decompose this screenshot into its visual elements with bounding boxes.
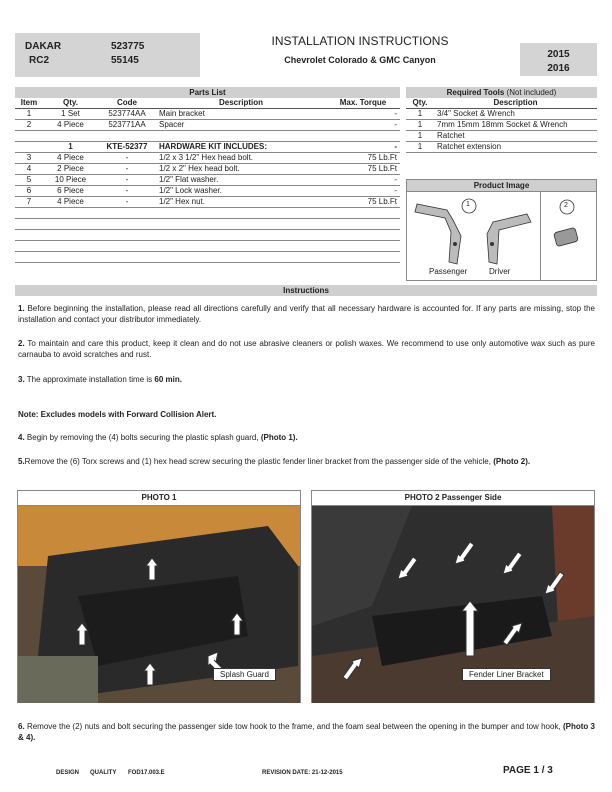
step-3-num: 3. [18, 375, 25, 384]
tools-row [406, 120, 597, 131]
parts-cell-item: 1 [15, 109, 43, 120]
parts-list-table [15, 87, 400, 263]
parts-row [15, 241, 400, 252]
instructions-title: Instructions [15, 285, 597, 296]
parts-cell-item [15, 208, 43, 219]
parts-cell-item: 5 [15, 175, 43, 186]
parts-list-title: Parts List [15, 87, 400, 98]
parts-cell-description: 1/2 x 3 1/2" Hex head bolt. [156, 153, 326, 164]
parts-cell-item [15, 252, 43, 263]
footer-design: DESIGN [56, 770, 80, 776]
tools-title-note: (Not included) [506, 87, 557, 97]
tools-cell-description: 7mm 15mm 18mm Socket & Wrench [434, 120, 597, 131]
parts-cell-description [156, 208, 326, 219]
parts-cell-qty: 2 Piece [43, 164, 98, 175]
step-6-num: 6. [18, 722, 25, 731]
parts-cell-qty [43, 252, 98, 263]
photo-2-caption: PHOTO 2 Passenger Side [312, 491, 594, 506]
product-number-1: 1 [466, 201, 470, 208]
parts-cell-description: 1/2" Lock washer. [156, 186, 326, 197]
tools-cell-description: Ratchet extension [434, 142, 597, 153]
step-3-bold: 60 min. [154, 375, 182, 384]
parts-row [15, 109, 400, 120]
parts-cell-item [15, 241, 43, 252]
parts-cell-code [98, 241, 156, 252]
parts-cell-code [98, 219, 156, 230]
brand-rc2: RC2 [29, 55, 50, 66]
parts-cell-qty: 4 Piece [43, 120, 98, 131]
tools-title [406, 87, 597, 98]
step-2-text: To maintain and care this product, keep it clean and do not use abrasive cleaners or polish waxes. We recommend to use only automotive wax such as pure carnauba to avoid scratches and rust. [18, 339, 595, 359]
parts-cell-code: - [98, 175, 156, 186]
footer-revision: REVISION DATE: 21-12-2015 [262, 770, 343, 776]
step-1-text: Before beginning the installation, please read all directions carefully and verify that all necessary hardware is accounted for. If any parts are missing, stop the installation and contact your distributor immediately. [18, 304, 595, 324]
step-5-num: 5. [18, 457, 25, 466]
parts-cell-description: Main bracket [156, 109, 326, 120]
step-4-num: 4. [18, 433, 25, 442]
step-4-text: Begin by removing the (4) bolts securing the plastic splash guard, [26, 433, 261, 442]
step-1 [18, 303, 595, 325]
parts-cell-code [98, 131, 156, 142]
parts-cell-code: - [98, 153, 156, 164]
parts-cell-description: 1/2" Flat washer. [156, 175, 326, 186]
photo-2 [311, 490, 595, 703]
parts-cell-item [15, 131, 43, 142]
parts-row [15, 208, 400, 219]
parts-cell-description [156, 230, 326, 241]
parts-cell-qty: 10 Piece [43, 175, 98, 186]
parts-cell-qty [43, 131, 98, 142]
parts-cell-item [15, 219, 43, 230]
parts-cell-description: HARDWARE KIT INCLUDES: [156, 142, 326, 153]
photo-1-caption: PHOTO 1 [18, 491, 300, 506]
parts-cell-torque [326, 241, 400, 252]
parts-cell-code [98, 252, 156, 263]
step-1-num: 1. [18, 304, 25, 313]
parts-cell-torque: - [326, 175, 400, 186]
parts-cell-description: 1/2 x 2" Hex head bolt. [156, 164, 326, 175]
col-description: Description [156, 98, 326, 109]
tools-row [406, 109, 597, 120]
driver-label: Driver [489, 267, 511, 276]
photo-1 [17, 490, 301, 703]
parts-cell-description: Spacer [156, 120, 326, 131]
parts-cell-description [156, 219, 326, 230]
step-5-bold: (Photo 2). [493, 457, 531, 466]
col-qty: Qty. [43, 98, 98, 109]
parts-row [15, 230, 400, 241]
parts-cell-torque [326, 230, 400, 241]
parts-cell-description [156, 252, 326, 263]
code-rc2: 55145 [111, 55, 139, 66]
parts-row [15, 219, 400, 230]
parts-cell-item: 2 [15, 120, 43, 131]
tools-cell-qty: 1 [406, 131, 434, 142]
parts-row [15, 175, 400, 186]
step-6-bold: (Photo 3 & 4). [18, 722, 595, 742]
step-3 [18, 374, 595, 385]
parts-cell-code: - [98, 197, 156, 208]
parts-row [15, 164, 400, 175]
parts-cell-torque: 75 Lb.Ft [326, 153, 400, 164]
fender-liner-photo-icon [312, 506, 594, 703]
tools-cell-description: 3/4" Socket & Wrench [434, 109, 597, 120]
brand-dakar: DAKAR [25, 41, 62, 52]
parts-cell-item: 4 [15, 164, 43, 175]
parts-cell-torque: - [326, 109, 400, 120]
parts-row [15, 186, 400, 197]
parts-cell-qty [43, 219, 98, 230]
years-box [520, 43, 597, 76]
year-2015: 2015 [547, 49, 570, 60]
step-2 [18, 338, 595, 360]
tools-cell-qty: 1 [406, 142, 434, 153]
note: Note: Excludes models with Forward Collision Alert. [18, 410, 217, 419]
footer-quality: QUALITY [90, 770, 117, 776]
parts-cell-qty [43, 230, 98, 241]
tools-col-qty: Qty. [406, 98, 434, 109]
parts-cell-qty: 6 Piece [43, 186, 98, 197]
parts-row [15, 120, 400, 131]
tools-row [406, 142, 597, 153]
parts-cell-torque: 75 Lb.Ft [326, 197, 400, 208]
product-number-2: 2 [564, 202, 568, 209]
parts-cell-qty [43, 208, 98, 219]
tools-row [406, 131, 597, 142]
parts-cell-code: KTE-52377 [98, 142, 156, 153]
parts-row [15, 131, 400, 142]
fender-liner-label: Fender Liner Bracket [462, 668, 551, 681]
parts-row [15, 153, 400, 164]
step-4-bold: (Photo 1). [260, 433, 298, 442]
parts-cell-qty: 4 Piece [43, 197, 98, 208]
parts-cell-item: 3 [15, 153, 43, 164]
product-image-panel [406, 179, 597, 281]
step-4 [18, 432, 595, 443]
parts-row [15, 142, 400, 153]
page-title: INSTALLATION INSTRUCTIONS [271, 34, 449, 48]
parts-cell-item: 6 [15, 186, 43, 197]
parts-cell-code: - [98, 164, 156, 175]
parts-cell-torque [326, 131, 400, 142]
step-5 [18, 456, 595, 467]
parts-cell-code [98, 208, 156, 219]
tools-cell-qty: 1 [406, 120, 434, 131]
passenger-label: Passenger [429, 267, 468, 276]
vehicle-title: Chevrolet Colorado & GMC Canyon [284, 55, 436, 65]
parts-cell-code: 523771AA [98, 120, 156, 131]
code-dakar: 523775 [111, 41, 145, 52]
parts-cell-item [15, 230, 43, 241]
parts-cell-qty: 1 Set [43, 109, 98, 120]
parts-cell-torque: - [326, 142, 400, 153]
parts-cell-torque [326, 219, 400, 230]
parts-cell-description: 1/2" Hex nut. [156, 197, 326, 208]
step-6-text: Remove the (2) nuts and bolt securing the passenger side tow hook to the frame, and the foam seal between the opening in the bumper and tow hook, [26, 722, 563, 731]
parts-cell-torque [326, 208, 400, 219]
step-2-num: 2. [18, 339, 25, 348]
parts-cell-torque: - [326, 120, 400, 131]
page-number: PAGE 1 / 3 [503, 765, 553, 776]
parts-cell-code [98, 230, 156, 241]
parts-row [15, 252, 400, 263]
step-3-text: The approximate installation time is [26, 375, 155, 384]
col-item: Item [15, 98, 43, 109]
parts-cell-torque: - [326, 186, 400, 197]
parts-cell-description [156, 131, 326, 142]
tools-title-text: Required Tools [446, 87, 505, 97]
tools-cell-qty: 1 [406, 109, 434, 120]
parts-cell-item: 7 [15, 197, 43, 208]
parts-cell-qty: 4 Piece [43, 153, 98, 164]
step-6 [18, 721, 595, 743]
parts-cell-code: - [98, 186, 156, 197]
col-torque: Max. Torque [326, 98, 400, 109]
parts-cell-torque [326, 252, 400, 263]
product-image-title: Product Image [407, 180, 596, 192]
required-tools-table [406, 87, 597, 153]
parts-cell-code: 523774AA [98, 109, 156, 120]
splash-guard-label: Splash Guard [213, 668, 276, 681]
tools-cell-description: Ratchet [434, 131, 597, 142]
step-5-text: Remove the (6) Torx screws and (1) hex head screw securing the plastic fender liner bracket from the passenger side of the vehicle, [24, 457, 494, 466]
footer-form: FOD17.003.E [128, 770, 165, 776]
col-code: Code [98, 98, 156, 109]
parts-cell-item [15, 142, 43, 153]
parts-cell-qty [43, 241, 98, 252]
header-codes-box [15, 33, 200, 77]
year-2016: 2016 [547, 63, 570, 74]
parts-cell-description [156, 241, 326, 252]
tools-col-description: Description [434, 98, 597, 109]
parts-cell-torque: 75 Lb.Ft [326, 164, 400, 175]
parts-cell-qty: 1 [43, 142, 98, 153]
parts-row [15, 197, 400, 208]
